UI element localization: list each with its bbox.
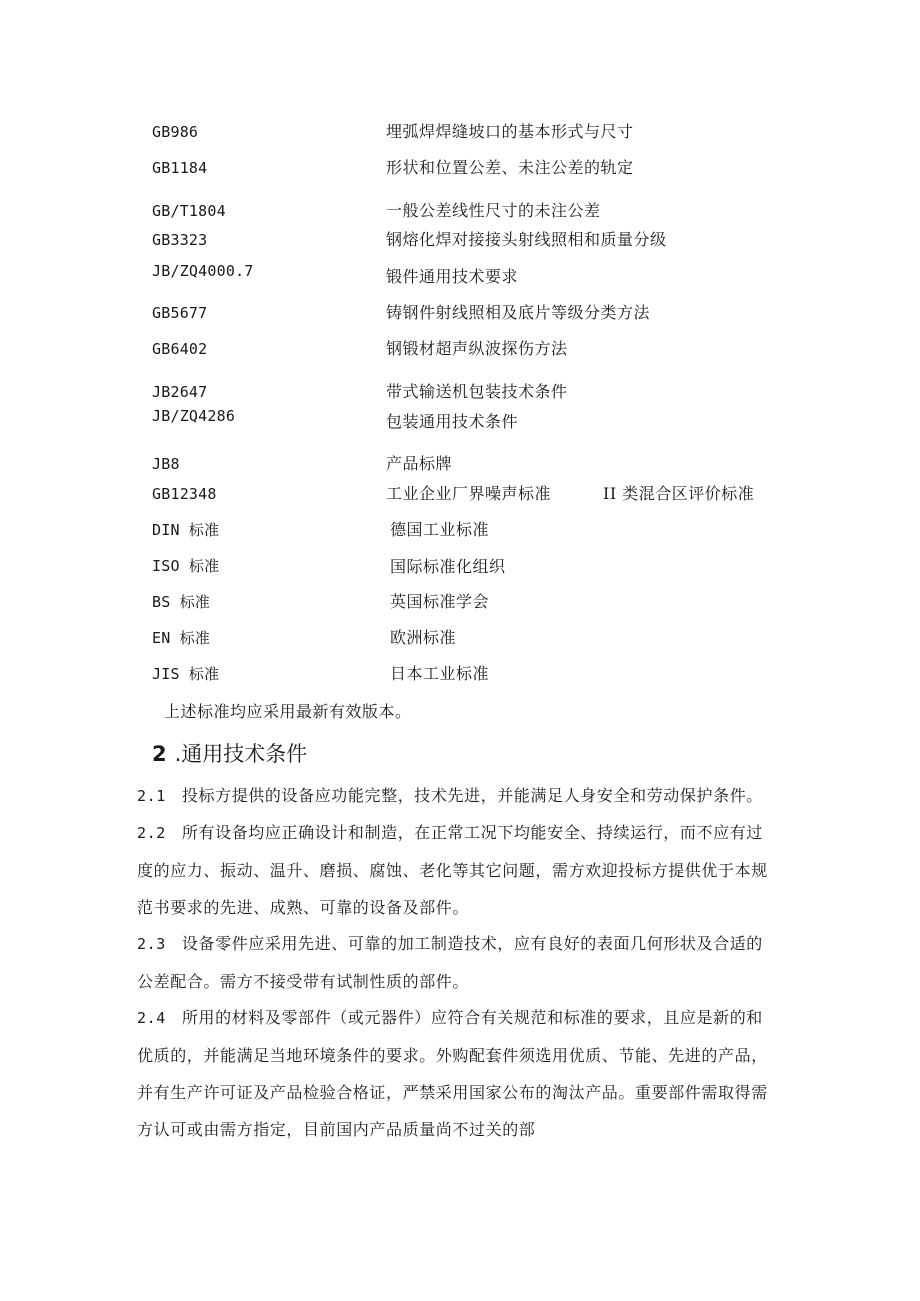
standard-description: 包装通用技术条件 bbox=[386, 412, 519, 431]
standard-description: 铸钢件射线照相及底片等级分类方法 bbox=[386, 303, 651, 322]
clause-line bbox=[137, 814, 787, 852]
standard-description: 日本工业标准 bbox=[390, 664, 490, 683]
standard-code: EN 标准 bbox=[152, 629, 211, 647]
clause-continuation: 并有生产许可证及产品检验合格证，严禁采用国家公布的淘汰产品。重要部件需取得需 bbox=[137, 1083, 768, 1102]
section-title: .通用技术条件 bbox=[174, 742, 308, 766]
standard-description: 欧洲标准 bbox=[390, 628, 457, 647]
clause-continuation: 公差配合。需方不接受带有试制性质的部件。 bbox=[137, 972, 470, 991]
standards-note: 上述标准均应采用最新有效版本。 bbox=[164, 702, 412, 721]
standard-code: JB2647 bbox=[152, 383, 208, 401]
standard-description: 英国标准学会 bbox=[390, 592, 490, 611]
clause-text: 所用的材料及零部件（或元器件）应符合有关规范和标准的要求，且应是新的和 bbox=[181, 1008, 763, 1027]
clause-number: 2.1 bbox=[137, 787, 166, 805]
standard-description: 产品标牌 bbox=[386, 454, 453, 473]
standard-code: ISO 标准 bbox=[152, 557, 220, 575]
section-heading bbox=[152, 740, 307, 768]
standard-code: JB8 bbox=[152, 455, 180, 473]
clause-2-4 bbox=[137, 999, 787, 1148]
standard-description: 国际标准化组织 bbox=[390, 557, 506, 576]
standard-description: 形状和位置公差、未注公差的轨定 bbox=[386, 158, 634, 177]
standard-description: 带式输送机包装技术条件 bbox=[386, 382, 568, 401]
clause-number: 2.4 bbox=[137, 1009, 166, 1027]
clause-continuation: 范书要求的先进、成熟、可靠的设备及部件。 bbox=[137, 898, 470, 917]
standard-code: GB/T1804 bbox=[152, 202, 226, 220]
clause-line bbox=[137, 777, 787, 815]
standard-code: GB12348 bbox=[152, 485, 217, 503]
standard-code: BS 标准 bbox=[152, 593, 211, 611]
clause-text: 设备零件应采用先进、可靠的加工制造技术，应有良好的表面几何形状及合适的 bbox=[181, 934, 763, 953]
clause-2-3 bbox=[137, 925, 787, 1000]
clause-text: 投标方提供的设备应功能完整，技术先进，并能满足人身安全和劳动保护条件。 bbox=[181, 786, 763, 805]
standard-code: GB5677 bbox=[152, 304, 208, 322]
clause-continuation: 优质的，并能满足当地环境条件的要求。外购配套件须选用优质、节能、先进的产品， bbox=[137, 1046, 768, 1065]
clause-2-2 bbox=[137, 814, 787, 926]
standard-description: 工业企业厂界噪声标准 bbox=[386, 484, 552, 503]
standard-code: JIS 标准 bbox=[152, 665, 220, 683]
standard-code: JB/ZQ4286 bbox=[152, 407, 236, 425]
standard-code: GB6402 bbox=[152, 340, 208, 358]
standard-description: 埋弧焊焊缝坡口的基本形式与尺寸 bbox=[386, 122, 634, 141]
section-number: 2 bbox=[152, 742, 167, 766]
standard-code: GB1184 bbox=[152, 159, 208, 177]
clause-line bbox=[137, 925, 787, 963]
clause-continuation: 方认可或由需方指定，目前国内产品质量尚不过关的部 bbox=[137, 1120, 536, 1139]
standard-description: 德国工业标准 bbox=[390, 520, 490, 539]
clause-number: 2.2 bbox=[137, 824, 166, 842]
standard-code: GB986 bbox=[152, 123, 199, 141]
standard-description: 一般公差线性尺寸的未注公差 bbox=[386, 201, 601, 220]
clause-line bbox=[137, 999, 787, 1037]
clause-continuation: 度的应力、振动、温升、磨损、腐蚀、老化等其它问题，需方欢迎投标方提供优于本规 bbox=[137, 861, 768, 880]
standard-description: 钢熔化焊对接接头射线照相和质量分级 bbox=[386, 230, 667, 249]
standard-code: DIN 标准 bbox=[152, 521, 220, 539]
standard-description: 锻件通用技术要求 bbox=[386, 267, 519, 286]
standard-extra-note: II 类混合区评价标准 bbox=[603, 484, 755, 503]
standard-code: JB/ZQ4000.7 bbox=[152, 262, 254, 280]
clause-2-1 bbox=[137, 777, 787, 815]
standard-description: 钢锻材超声纵波探伤方法 bbox=[386, 339, 568, 358]
clause-text: 所有设备均应正确设计和制造，在正常工况下均能安全、持续运行，而不应有过 bbox=[181, 823, 763, 842]
clause-number: 2.3 bbox=[137, 935, 166, 953]
standard-code: GB3323 bbox=[152, 231, 208, 249]
